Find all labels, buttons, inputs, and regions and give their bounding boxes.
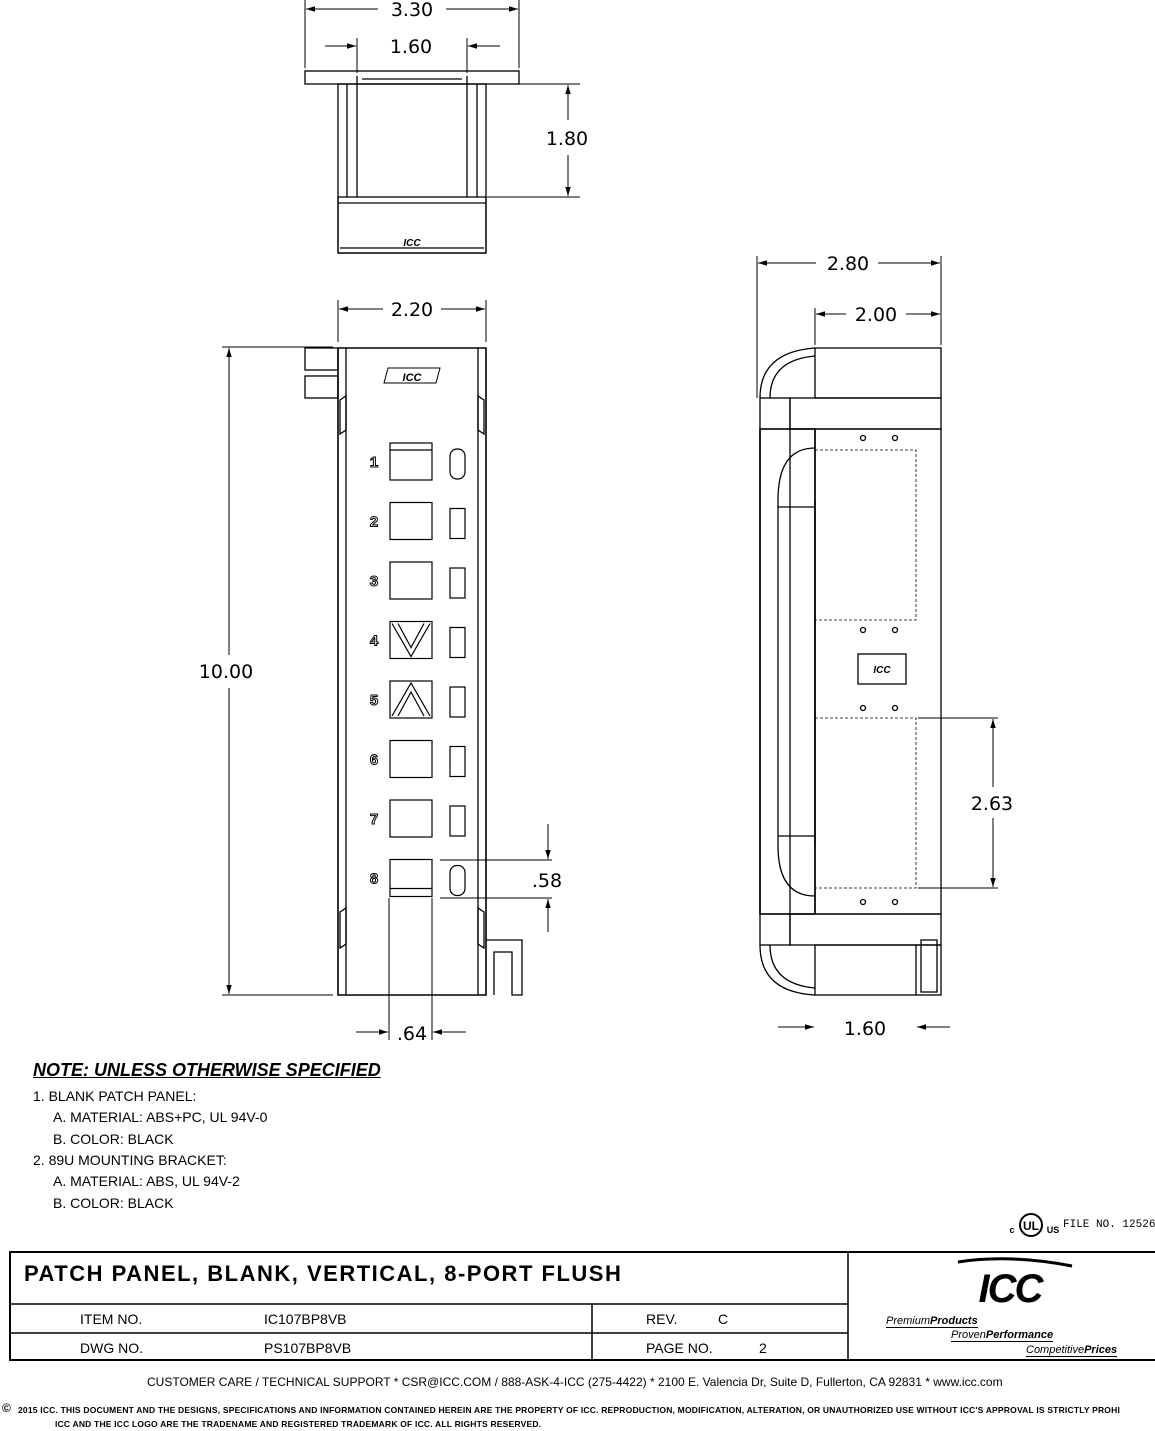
- port-group: [370, 443, 465, 897]
- port-number-label: 3: [369, 573, 379, 590]
- item-no-value: IC107BP8VB: [264, 1311, 347, 1327]
- dim-top-width-outer: 3.30: [390, 0, 434, 21]
- note-line: B. COLOR: BLACK: [53, 1195, 174, 1211]
- item-no-label: ITEM NO.: [80, 1311, 143, 1327]
- side-view-dims: [757, 256, 998, 1027]
- dim-side-depth: 1.60: [843, 1018, 887, 1040]
- port-slot: [450, 806, 465, 836]
- dim-side-width-inner: 2.00: [854, 304, 898, 326]
- port-slot: [450, 628, 465, 658]
- ul-certification-mark: [1006, 1211, 1066, 1241]
- side-view-logo: ICC: [873, 665, 891, 676]
- svg-text:US: US: [1046, 1225, 1060, 1235]
- note-line: A. MATERIAL: ABS+PC, UL 94V-0: [53, 1109, 268, 1125]
- support-footer: CUSTOMER CARE / TECHNICAL SUPPORT * CSR@ICC.COM / 888-ASK-4-ICC (275-4422) * 2100 E. Valencia Dr, Suite D, Fullerton, CA 92831 * www.icc.com: [147, 1375, 1003, 1389]
- port-2: [370, 503, 465, 540]
- port-cutout: [390, 562, 432, 599]
- dwg-no-label: DWG NO.: [80, 1340, 143, 1356]
- port-number-label: 1: [369, 454, 379, 471]
- port-slot: [450, 866, 465, 896]
- tagline-premium-products: PremiumProducts: [886, 1315, 978, 1327]
- port-slot: [450, 449, 465, 479]
- rev-label: REV.: [646, 1311, 678, 1327]
- port-number-label: 4: [369, 632, 379, 650]
- port-cutout: [390, 503, 432, 540]
- port-7: [370, 800, 465, 837]
- port-number-label: 6: [369, 751, 379, 769]
- port-number-label: 2: [369, 513, 379, 531]
- drawing-title: PATCH PANEL, BLANK, VERTICAL, 8-PORT FLUSH: [24, 1261, 623, 1286]
- port-cutout: [390, 860, 432, 897]
- dim-top-height: 1.80: [545, 128, 589, 150]
- port-5: [370, 681, 465, 718]
- page-no-label: PAGE NO.: [646, 1340, 713, 1356]
- icc-logo: [940, 1256, 1080, 1311]
- dim-port-height: .58: [531, 870, 563, 892]
- port-number-label: 7: [369, 811, 379, 828]
- port-slot: [450, 747, 465, 777]
- dwg-no-value: PS107BP8VB: [264, 1340, 352, 1356]
- port-6: [370, 741, 465, 778]
- notes-title: NOTE: UNLESS OTHERWISE SPECIFIED: [33, 1060, 381, 1080]
- port-number-label: 8: [369, 870, 379, 888]
- dim-top-width-inner: 1.60: [389, 36, 433, 58]
- port-slot: [450, 687, 465, 717]
- svg-text:UL: UL: [1023, 1219, 1039, 1233]
- side-view: [760, 348, 941, 995]
- note-line: A. MATERIAL: ABS, UL 94V-2: [53, 1173, 240, 1189]
- front-view-dims: [222, 300, 552, 1040]
- svg-text:ICC: ICC: [978, 1267, 1042, 1311]
- port-cutout: [390, 622, 432, 659]
- top-view-dims: [305, 0, 580, 197]
- port-cutout: [390, 800, 432, 837]
- legal-line-1: 2015 ICC. THIS DOCUMENT AND THE DESIGNS, SPECIFICATIONS AND INFORMATION CONTAINED HEREIN ARE THE PROPERTY OF ICC. REPRODUCTION, MODIFICATION, ALTERATION, OR UNAUTHORIZED USE WITHOUT ICC'S APPROVAL IS STRICTLY PROHI: [18, 1405, 1121, 1415]
- port-4: [370, 622, 465, 659]
- note-line: 1. BLANK PATCH PANEL:: [33, 1088, 197, 1104]
- top-view: [305, 71, 519, 253]
- port-slot: [450, 509, 465, 539]
- port-keystone-detail: [392, 683, 430, 716]
- port-cutout: [390, 443, 432, 480]
- tagline-proven-performance: ProvenPerformance: [951, 1329, 1054, 1341]
- dim-front-height: 10.00: [198, 661, 254, 683]
- ul-file-number: FILE NO. 12526: [1063, 1219, 1155, 1231]
- port-1: [370, 443, 465, 480]
- port-8: [370, 860, 465, 897]
- front-view-logo: ICC: [402, 372, 422, 384]
- dim-front-width: 2.20: [390, 299, 434, 321]
- tagline-competitive-prices: CompetitivePrices: [1026, 1344, 1118, 1356]
- dim-side-span: 2.63: [970, 793, 1014, 815]
- port-number-label: 5: [369, 692, 379, 709]
- top-view-logo: ICC: [403, 238, 421, 249]
- dim-side-width-outer: 2.80: [826, 253, 870, 275]
- note-line: B. COLOR: BLACK: [53, 1131, 174, 1147]
- dim-port-offset: .64: [396, 1023, 428, 1045]
- svg-text:c: c: [1009, 1225, 1015, 1235]
- copyright-symbol: ©: [2, 1401, 11, 1415]
- note-line: 2. 89U MOUNTING BRACKET:: [33, 1152, 227, 1168]
- port-slot: [450, 568, 465, 598]
- port-cutout: [390, 681, 432, 718]
- legal-line-2: ICC AND THE ICC LOGO ARE THE TRADENAME AND REGISTERED TRADEMARK OF ICC. ALL RIGHTS RESERVED.: [55, 1419, 542, 1429]
- page-no-value: 2: [759, 1340, 767, 1356]
- port-3: [370, 562, 465, 599]
- port-cutout: [390, 741, 432, 778]
- rev-value: C: [718, 1311, 729, 1327]
- port-keystone-detail: [392, 624, 430, 657]
